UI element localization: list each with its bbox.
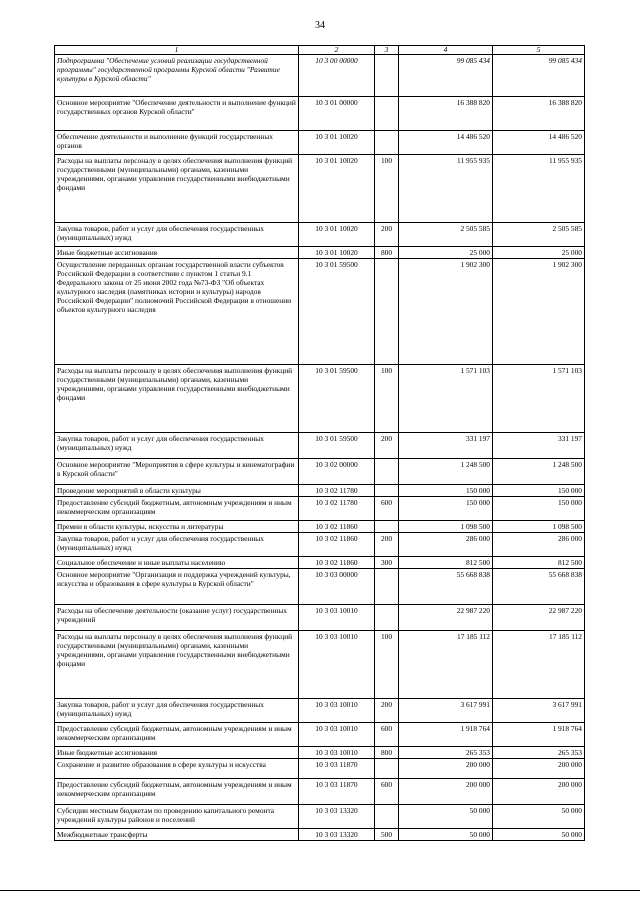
table-row bbox=[55, 223, 585, 247]
row-name-cell: Расходы на выплаты персоналу в целях обеспечения выполнения функций государственными (муниципальными) органами, казенными учреждениями, органами управления государственными внебюджетными фондами bbox=[55, 155, 299, 223]
row-name-cell: Иные бюджетные ассигнования bbox=[55, 747, 299, 759]
row-code-cell: 10 3 03 10010 bbox=[299, 747, 375, 759]
row-name-cell: Предоставление субсидий бюджетным, автономным учреждениям и иным некоммерческим организациям bbox=[55, 497, 299, 521]
row-value-1-cell: 286 000 bbox=[399, 533, 493, 557]
row-value-1-cell: 1 902 300 bbox=[399, 259, 493, 365]
table-body bbox=[55, 55, 585, 841]
row-value-1-cell: 1 098 500 bbox=[399, 521, 493, 533]
column-header: 3 bbox=[375, 46, 399, 55]
row-value-1-cell: 150 000 bbox=[399, 497, 493, 521]
row-code-cell: 10 3 02 11860 bbox=[299, 557, 375, 569]
row-value-1-cell: 50 000 bbox=[399, 805, 493, 829]
row-type-cell: 500 bbox=[375, 829, 399, 841]
row-value-2-cell: 1 098 500 bbox=[493, 521, 585, 533]
row-type-cell bbox=[375, 459, 399, 485]
row-value-1-cell: 331 197 bbox=[399, 433, 493, 459]
row-value-2-cell: 1 918 764 bbox=[493, 723, 585, 747]
table-row bbox=[55, 247, 585, 259]
row-value-1-cell: 99 085 434 bbox=[399, 55, 493, 97]
row-type-cell: 600 bbox=[375, 497, 399, 521]
row-value-1-cell: 1 248 500 bbox=[399, 459, 493, 485]
row-code-cell: 10 3 01 59500 bbox=[299, 259, 375, 365]
row-value-2-cell: 55 668 838 bbox=[493, 569, 585, 605]
row-value-1-cell: 1 571 103 bbox=[399, 365, 493, 433]
column-header: 5 bbox=[493, 46, 585, 55]
row-value-1-cell: 812 500 bbox=[399, 557, 493, 569]
row-value-2-cell: 200 000 bbox=[493, 759, 585, 779]
table-row bbox=[55, 631, 585, 699]
row-type-cell: 300 bbox=[375, 557, 399, 569]
row-value-2-cell: 812 500 bbox=[493, 557, 585, 569]
table-row bbox=[55, 459, 585, 485]
table-header-row bbox=[55, 46, 585, 55]
row-name-cell: Социальное обеспечение и иные выплаты населению bbox=[55, 557, 299, 569]
row-name-cell: Расходы на выплаты персоналу в целях обеспечения выполнения функций государственными (муниципальными) органами, казенными учреждениями, органами управления государственными внебюджетными фондами bbox=[55, 631, 299, 699]
row-value-1-cell: 11 955 935 bbox=[399, 155, 493, 223]
row-code-cell: 10 3 02 11780 bbox=[299, 497, 375, 521]
row-name-cell: Предоставление субсидий бюджетным, автономным учреждениям и иным некоммерческим организациям bbox=[55, 779, 299, 805]
row-code-cell: 10 3 01 10020 bbox=[299, 223, 375, 247]
budget-table bbox=[54, 45, 585, 841]
row-type-cell: 200 bbox=[375, 223, 399, 247]
row-value-1-cell: 200 000 bbox=[399, 759, 493, 779]
row-code-cell: 10 3 03 13320 bbox=[299, 805, 375, 829]
column-header: 4 bbox=[399, 46, 493, 55]
column-header: 1 bbox=[55, 46, 299, 55]
row-name-cell: Подпрограмма "Обеспечение условий реализации государственной программы" государственной программы Курской области "Развитие культуры в Курской области" bbox=[55, 55, 299, 97]
row-code-cell: 10 3 03 11870 bbox=[299, 779, 375, 805]
row-name-cell: Основное мероприятие "Мероприятия в сфере культуры и кинематографии в Курской области" bbox=[55, 459, 299, 485]
row-value-2-cell: 3 617 991 bbox=[493, 699, 585, 723]
row-type-cell bbox=[375, 605, 399, 631]
table-row bbox=[55, 533, 585, 557]
row-type-cell bbox=[375, 259, 399, 365]
column-header: 2 bbox=[299, 46, 375, 55]
row-code-cell: 10 3 03 00000 bbox=[299, 569, 375, 605]
row-value-2-cell: 17 185 112 bbox=[493, 631, 585, 699]
row-value-2-cell: 1 248 500 bbox=[493, 459, 585, 485]
row-code-cell: 10 3 00 00000 bbox=[299, 55, 375, 97]
row-value-1-cell: 50 000 bbox=[399, 829, 493, 841]
table-row bbox=[55, 433, 585, 459]
table-row bbox=[55, 699, 585, 723]
row-type-cell bbox=[375, 759, 399, 779]
table-row bbox=[55, 759, 585, 779]
row-code-cell: 10 3 03 10010 bbox=[299, 605, 375, 631]
row-code-cell: 10 3 03 11870 bbox=[299, 759, 375, 779]
row-type-cell bbox=[375, 131, 399, 155]
row-value-2-cell: 286 000 bbox=[493, 533, 585, 557]
table-row bbox=[55, 155, 585, 223]
row-value-2-cell: 50 000 bbox=[493, 829, 585, 841]
row-value-1-cell: 265 353 bbox=[399, 747, 493, 759]
row-code-cell: 10 3 01 10020 bbox=[299, 155, 375, 223]
table-row bbox=[55, 723, 585, 747]
row-value-1-cell: 16 388 820 bbox=[399, 97, 493, 131]
row-code-cell: 10 3 02 11860 bbox=[299, 533, 375, 557]
table-row bbox=[55, 497, 585, 521]
row-name-cell: Обеспечение деятельности и выполнение функций государственных органов bbox=[55, 131, 299, 155]
row-value-2-cell: 50 000 bbox=[493, 805, 585, 829]
row-code-cell: 10 3 03 13320 bbox=[299, 829, 375, 841]
table-row bbox=[55, 259, 585, 365]
row-value-2-cell: 16 388 820 bbox=[493, 97, 585, 131]
table-row bbox=[55, 131, 585, 155]
row-code-cell: 10 3 02 11780 bbox=[299, 485, 375, 497]
table-row bbox=[55, 829, 585, 841]
row-value-2-cell: 200 000 bbox=[493, 779, 585, 805]
page-number: 34 bbox=[315, 20, 325, 31]
row-value-2-cell: 22 987 220 bbox=[493, 605, 585, 631]
row-type-cell: 100 bbox=[375, 365, 399, 433]
row-value-2-cell: 1 902 300 bbox=[493, 259, 585, 365]
row-code-cell: 10 3 01 10020 bbox=[299, 131, 375, 155]
row-code-cell: 10 3 03 10010 bbox=[299, 699, 375, 723]
row-type-cell: 800 bbox=[375, 747, 399, 759]
row-type-cell: 800 bbox=[375, 247, 399, 259]
table-row bbox=[55, 365, 585, 433]
row-value-1-cell: 14 486 520 bbox=[399, 131, 493, 155]
row-name-cell: Осуществление переданных органам государственной власти субъектов Российской Федерации в соответствии с пунктом 1 статьи 9.1 Федерального закона от 25 июня 2002 года №73-ФЗ "Об объектах культурного наследия (памятниках истории и культуры) народов Российской Федерации" полномочий Российской Федерации в отношении объектов культурного наследия bbox=[55, 259, 299, 365]
row-name-cell: Премии в области культуры, искусства и литературы bbox=[55, 521, 299, 533]
row-value-1-cell: 17 185 112 bbox=[399, 631, 493, 699]
row-type-cell bbox=[375, 97, 399, 131]
row-value-1-cell: 200 000 bbox=[399, 779, 493, 805]
row-name-cell: Проведение мероприятий в области культуры bbox=[55, 485, 299, 497]
table-row bbox=[55, 521, 585, 533]
row-value-2-cell: 99 085 434 bbox=[493, 55, 585, 97]
row-type-cell bbox=[375, 569, 399, 605]
row-type-cell: 100 bbox=[375, 631, 399, 699]
row-value-1-cell: 22 987 220 bbox=[399, 605, 493, 631]
table-row bbox=[55, 557, 585, 569]
row-name-cell: Расходы на обеспечение деятельности (оказание услуг) государственных учреждений bbox=[55, 605, 299, 631]
row-value-2-cell: 265 353 bbox=[493, 747, 585, 759]
row-name-cell: Сохранение и развитие образования в сфере культуры и искусства bbox=[55, 759, 299, 779]
row-name-cell: Основное мероприятие "Обеспечение деятельности и выполнение функций государственных органов Курской области" bbox=[55, 97, 299, 131]
row-type-cell bbox=[375, 55, 399, 97]
row-value-2-cell: 2 505 585 bbox=[493, 223, 585, 247]
row-type-cell bbox=[375, 805, 399, 829]
row-name-cell: Расходы на выплаты персоналу в целях обеспечения выполнения функций государственными (муниципальными) органами, казенными учреждениями, органами управления государственными внебюджетными фондами bbox=[55, 365, 299, 433]
row-code-cell: 10 3 01 10020 bbox=[299, 247, 375, 259]
table-row bbox=[55, 805, 585, 829]
row-value-2-cell: 150 000 bbox=[493, 497, 585, 521]
row-type-cell bbox=[375, 485, 399, 497]
row-code-cell: 10 3 01 00000 bbox=[299, 97, 375, 131]
row-value-1-cell: 25 000 bbox=[399, 247, 493, 259]
table-row bbox=[55, 485, 585, 497]
row-value-2-cell: 25 000 bbox=[493, 247, 585, 259]
row-code-cell: 10 3 02 00000 bbox=[299, 459, 375, 485]
row-type-cell: 600 bbox=[375, 723, 399, 747]
row-name-cell: Закупка товаров, работ и услуг для обеспечения государственных (муниципальных) нужд bbox=[55, 699, 299, 723]
row-type-cell: 200 bbox=[375, 433, 399, 459]
row-code-cell: 10 3 03 10010 bbox=[299, 631, 375, 699]
row-value-2-cell: 331 197 bbox=[493, 433, 585, 459]
row-value-2-cell: 14 486 520 bbox=[493, 131, 585, 155]
row-name-cell: Закупка товаров, работ и услуг для обеспечения государственных (муниципальных) нужд bbox=[55, 223, 299, 247]
row-code-cell: 10 3 03 10010 bbox=[299, 723, 375, 747]
bottom-rule bbox=[0, 890, 640, 891]
row-name-cell: Закупка товаров, работ и услуг для обеспечения государственных (муниципальных) нужд bbox=[55, 433, 299, 459]
table-row bbox=[55, 605, 585, 631]
table-row bbox=[55, 747, 585, 759]
row-name-cell: Закупка товаров, работ и услуг для обеспечения государственных (муниципальных) нужд bbox=[55, 533, 299, 557]
row-value-1-cell: 150 000 bbox=[399, 485, 493, 497]
row-type-cell bbox=[375, 521, 399, 533]
row-type-cell: 600 bbox=[375, 779, 399, 805]
row-code-cell: 10 3 01 59500 bbox=[299, 365, 375, 433]
row-type-cell: 200 bbox=[375, 699, 399, 723]
row-name-cell: Основное мероприятие "Организация и поддержка учреждений культуры, искусства и образования в сфере культуры в Курской области" bbox=[55, 569, 299, 605]
table-row bbox=[55, 55, 585, 97]
row-name-cell: Межбюджетные трансферты bbox=[55, 829, 299, 841]
row-value-1-cell: 2 505 585 bbox=[399, 223, 493, 247]
row-value-2-cell: 150 000 bbox=[493, 485, 585, 497]
table-row bbox=[55, 569, 585, 605]
row-code-cell: 10 3 01 59500 bbox=[299, 433, 375, 459]
row-type-cell: 200 bbox=[375, 533, 399, 557]
row-type-cell: 100 bbox=[375, 155, 399, 223]
row-name-cell: Предоставление субсидий бюджетным, автономным учреждениям и иным некоммерческим организациям bbox=[55, 723, 299, 747]
row-name-cell: Субсидии местным бюджетам по проведению капитального ремонта учреждений культуры районов и поселений bbox=[55, 805, 299, 829]
row-value-2-cell: 1 571 103 bbox=[493, 365, 585, 433]
table-row bbox=[55, 97, 585, 131]
row-value-2-cell: 11 955 935 bbox=[493, 155, 585, 223]
row-name-cell: Иные бюджетные ассигнования bbox=[55, 247, 299, 259]
table-row bbox=[55, 779, 585, 805]
row-value-1-cell: 3 617 991 bbox=[399, 699, 493, 723]
row-value-1-cell: 55 668 838 bbox=[399, 569, 493, 605]
row-value-1-cell: 1 918 764 bbox=[399, 723, 493, 747]
row-code-cell: 10 3 02 11860 bbox=[299, 521, 375, 533]
